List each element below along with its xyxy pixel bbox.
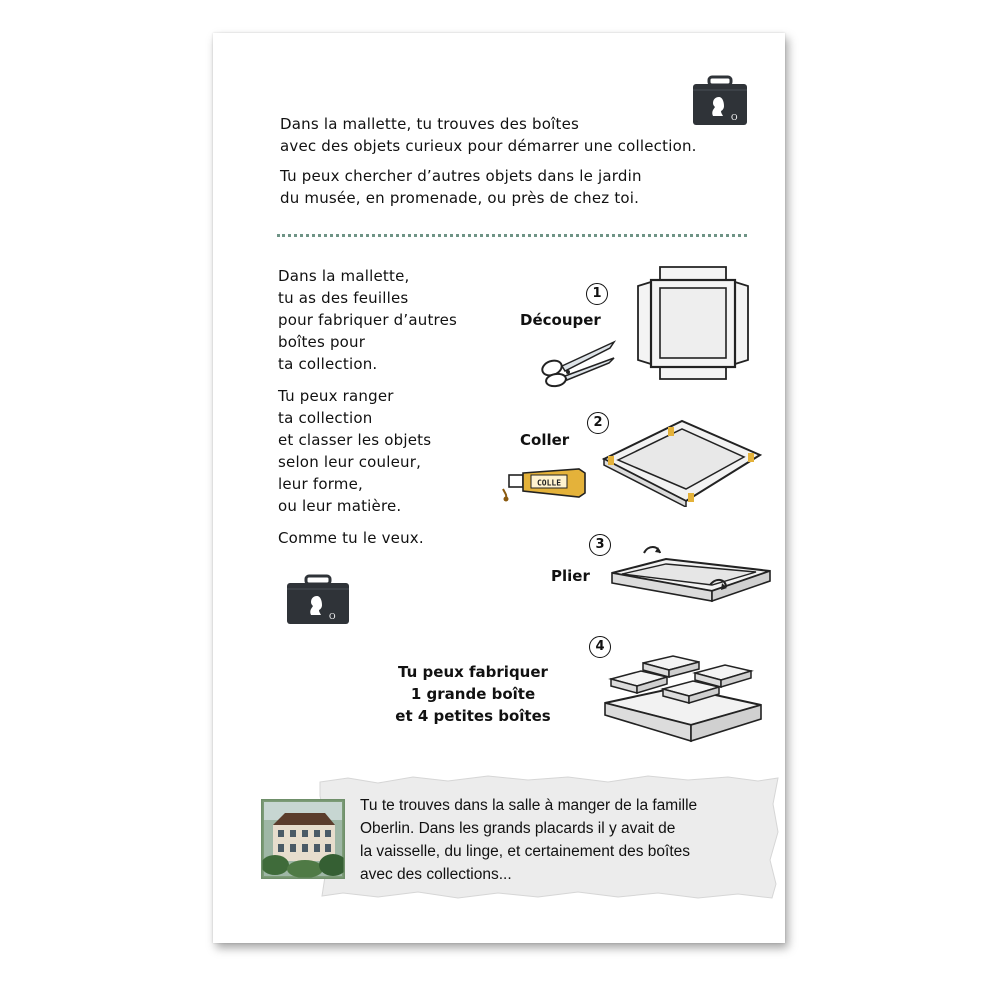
note-line: la vaisselle, du linge, et certainement des boîtes [360,843,690,860]
instructions-paragraph [278,527,498,549]
step-number: 3 [589,534,611,556]
document-page [213,33,785,943]
svg-text:O: O [731,113,738,122]
glue-tube-icon [499,465,591,503]
text-line: Comme tu le veux. [278,529,424,547]
svg-text:O: O [329,612,336,621]
text-line: ta collection. [278,355,378,373]
text-line: ou leur matière. [278,497,402,515]
dotted-divider [277,234,747,237]
text-line: et 4 petites boîtes [395,707,551,725]
final-instructions [393,661,553,727]
scissors-icon [538,338,618,388]
text-line: leur forme, [278,475,364,493]
text-line: tu as des feuilles [278,289,409,307]
text-line: boîtes pour [278,333,366,351]
text-line: et classer les objets [278,431,432,449]
intro-line: Tu peux chercher d’autres objets dans le jardin [280,167,642,185]
intro-line: Dans la mallette, tu trouves des boîtes [280,115,580,133]
step-number: 1 [586,283,608,305]
intro-line: du musée, en promenade, ou près de chez toi. [280,189,640,207]
cut-template-illustration [633,266,753,381]
briefcase-icon [285,574,351,626]
text-line: Tu peux fabriquer [398,663,548,681]
intro-text [280,113,750,209]
house-thumbnail-image [261,799,345,879]
text-line: pour fabriquer d’autres [278,311,458,329]
text-line: selon leur couleur, [278,453,422,471]
step-label: Plier [551,567,590,585]
intro-line: avec des objets curieux pour démarrer une collection. [280,137,697,155]
text-line: 1 grande boîte [410,685,536,703]
instructions-paragraph [278,385,498,517]
instructions-paragraph [278,265,498,375]
note-line: avec des collections... [360,866,512,883]
glue-box-illustration [598,417,768,507]
text-line: Dans la mallette, [278,267,410,285]
step-label: Coller [520,431,570,449]
fold-box-illustration [608,539,773,619]
text-line: ta collection [278,409,373,427]
step-label: Découper [520,311,601,329]
text-line: Tu peux ranger [278,387,394,405]
step-number: 2 [587,412,609,434]
glue-tube-label: COLLE [536,478,562,488]
instructions-text [278,265,498,559]
note-line: Tu te trouves dans la salle à manger de la famille [360,797,698,814]
note-line: Oberlin. Dans les grands placards il y avait de [360,820,676,837]
boxes-illustration [601,653,766,748]
step-number: 4 [589,636,611,658]
note-text [360,794,760,886]
